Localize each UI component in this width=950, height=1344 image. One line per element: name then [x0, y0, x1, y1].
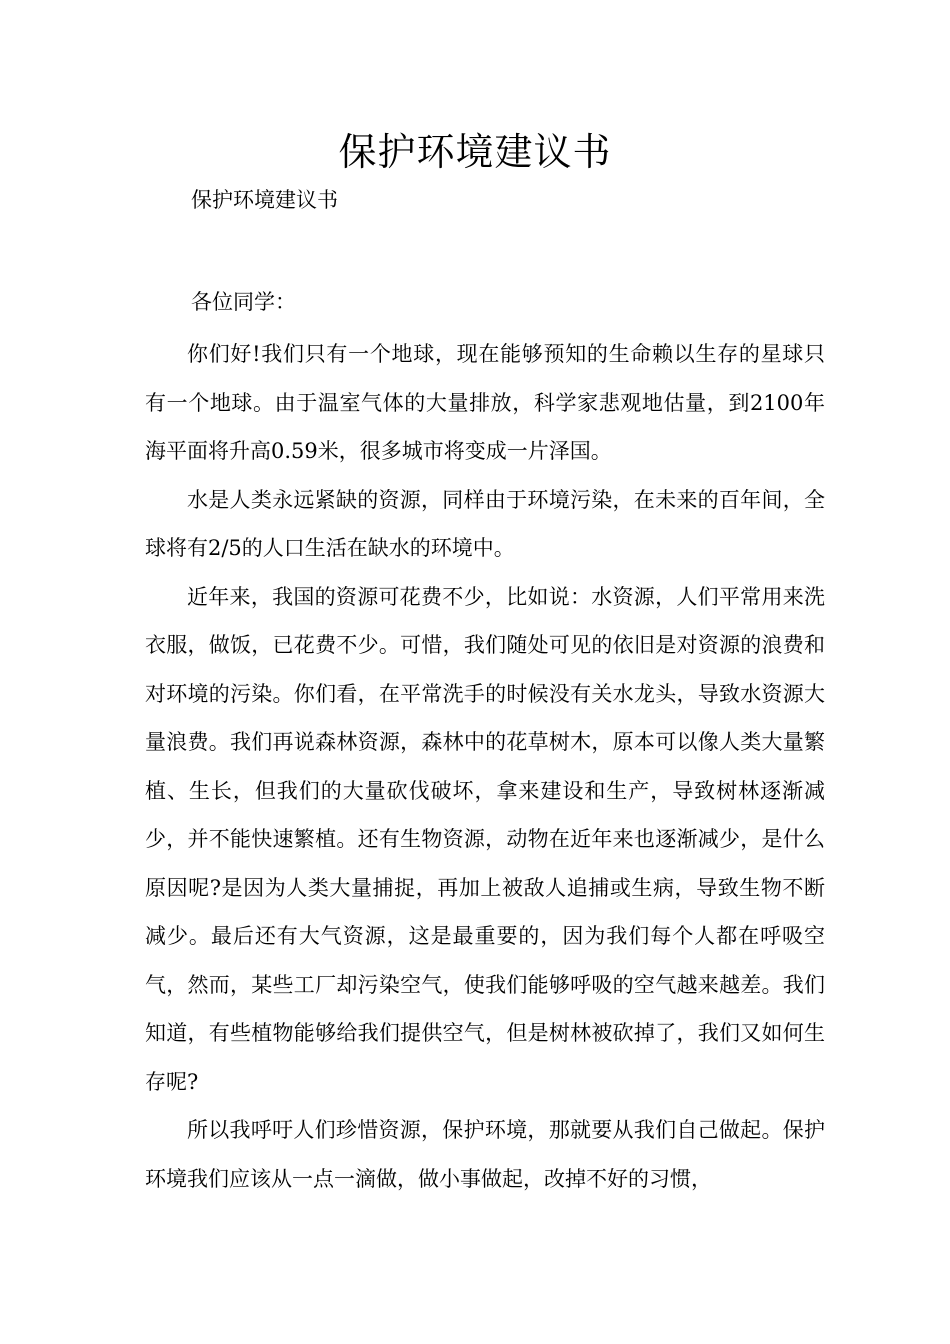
- document-subtitle: 保护环境建议书: [191, 188, 338, 212]
- paragraph-water: 水是人类永远紧缺的资源，同样由于环境污染，在未来的百年间，全球将有2/5的人口生活在缺水的环境中。: [145, 487, 825, 560]
- salutation: 各位同学：: [191, 290, 296, 314]
- paragraph-earth: 你们好!我们只有一个地球，现在能够预知的生命赖以生存的星球只有一个地球。由于温室气体的大量排放，科学家悲观地估量，到2100年海平面将升高0.59米，很多城市将变成一片泽国。: [145, 342, 825, 463]
- letter-body: [145, 330, 825, 1203]
- paragraph-resources: 近年来，我国的资源可花费不少，比如说：水资源，人们平常用来洗衣服，做饭，已花费不少。可惜，我们随处可见的依旧是对资源的浪费和对环境的污染。你们看，在平常洗手的时候没有关水龙头，导致水资源大量浪费。我们再说森林资源，森林中的花草树木，原本可以像人类大量繁植、生长，但我们的大量砍伐破坏，拿来建设和生产，导致树林逐渐减少，并不能快速繁植。还有生物资源，动物在近年来也逐渐减少，是什么原因呢?是因为人类大量捕捉，再加上被敌人追捕或生病，导致生物不断减少。最后还有大气资源，这是最重要的，因为我们每个人都在呼吸空气，然而，某些工厂却污染空气，使我们能够呼吸的空气越来越差。我们知道，有些植物能够给我们提供空气，但是树林被砍掉了，我们又如何生存呢?: [145, 584, 825, 1094]
- document-title: 保护环境建议书: [338, 130, 612, 174]
- paragraph-appeal: 所以我呼吁人们珍惜资源，保护环境，那就要从我们自己做起。保护环境我们应该从一点一滴做，做小事做起，改掉不好的习惯，: [145, 1118, 825, 1191]
